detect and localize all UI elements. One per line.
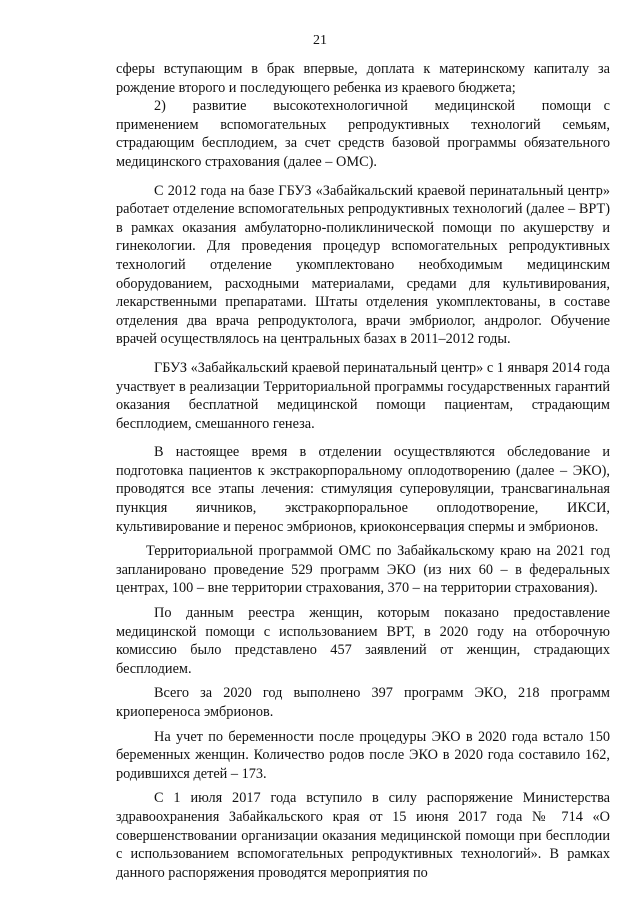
paragraph-list-item-2: 2) развитие высокотехнологичной медицинской помощи с применением вспомогательных репродуктивных технологий семьям, страдающим бесплодием, за счет средств базовой программы обязательного медицинского страхования (далее – ОМС).: [116, 98, 610, 170]
document-body: [116, 60, 610, 882]
paragraph-programs-2020: Всего за 2020 год выполнено 397 программ ЭКО, 218 программ криопереноса эмбрионов.: [116, 685, 610, 720]
paragraph-pregnancies-2020: На учет по беременности после процедуры ЭКО в 2020 года встало 150 беременных женщин. Количество родов после ЭКО в 2020 года составило 162, родившихся детей – 173.: [116, 728, 610, 782]
paragraph-registry-2020: По данным реестра женщин, которым показано предоставление медицинской помощи с использованием ВРТ, в 2020 году на отборочную комиссию было представлено 457 заявлений от женщин, страдающих бесплодием.: [116, 605, 610, 677]
paragraph-order-714: С 1 июля 2017 года вступило в силу распоряжение Министерства здравоохранения Забайкальского края от 15 июня 2017 года № 714 «О совершенствовании организации оказания медицинской помощи при бесплодии с использованием вспомогательных репродуктивных технологий». В рамках данного распоряжения проводятся мероприятия по: [116, 790, 610, 881]
page-number: 21: [313, 33, 327, 48]
paragraph-oms-2021-plan: Территориальной программой ОМС по Забайкальскому краю на 2021 год запланировано проведение 529 программ ЭКО (из них 60 – в федеральных центрах, 100 – вне территории страхования, 370 – на территории страхования).: [116, 543, 610, 597]
paragraph-continuation: сферы вступающим в брак впервые, доплата к материнскому капиталу за рождение второго и последующего ребенка из краевого бюджета;: [116, 61, 610, 96]
paragraph-eko-stages: В настоящее время в отделении осуществляются обследование и подготовка пациентов к экстракорпоральному оплодотворению (далее – ЭКО), проводятся все этапы лечения: стимуляция суперовуляции, трансвагинальная пункция яичников, экстракорпоральное оплодотворение, ИКСИ, культивирование и перенос эмбрионов, криоконсервация спермы и эмбрионов.: [116, 444, 610, 535]
paragraph-vrt-department: С 2012 года на базе ГБУЗ «Забайкальский краевой перинатальный центр» работает отделение вспомогательных репродуктивных технологий (далее – ВРТ) в рамках оказания амбулаторно-поликлинической помощи по акушерству и гинекологии. Для проведения процедур вспомогательных репродуктивных технологий отделение укомплектовано необходимым медицинским оборудованием, расходными материалами, средами для культивирования, лекарственными препаратами. Штаты отделения укомплектованы, в составе отделения два врача репродуктолога, врачи эмбриолог, андролог. Обучение врачей осуществлялось на центральных базах в 2011–2012 годы.: [116, 182, 610, 348]
paragraph-territorial-program: ГБУЗ «Забайкальский краевой перинатальный центр» с 1 января 2014 года участвует в реализации Территориальной программы государственных гарантий оказания бесплатной медицинской помощи пациентам, страдающим бесплодием, смешанного генеза.: [116, 359, 610, 432]
